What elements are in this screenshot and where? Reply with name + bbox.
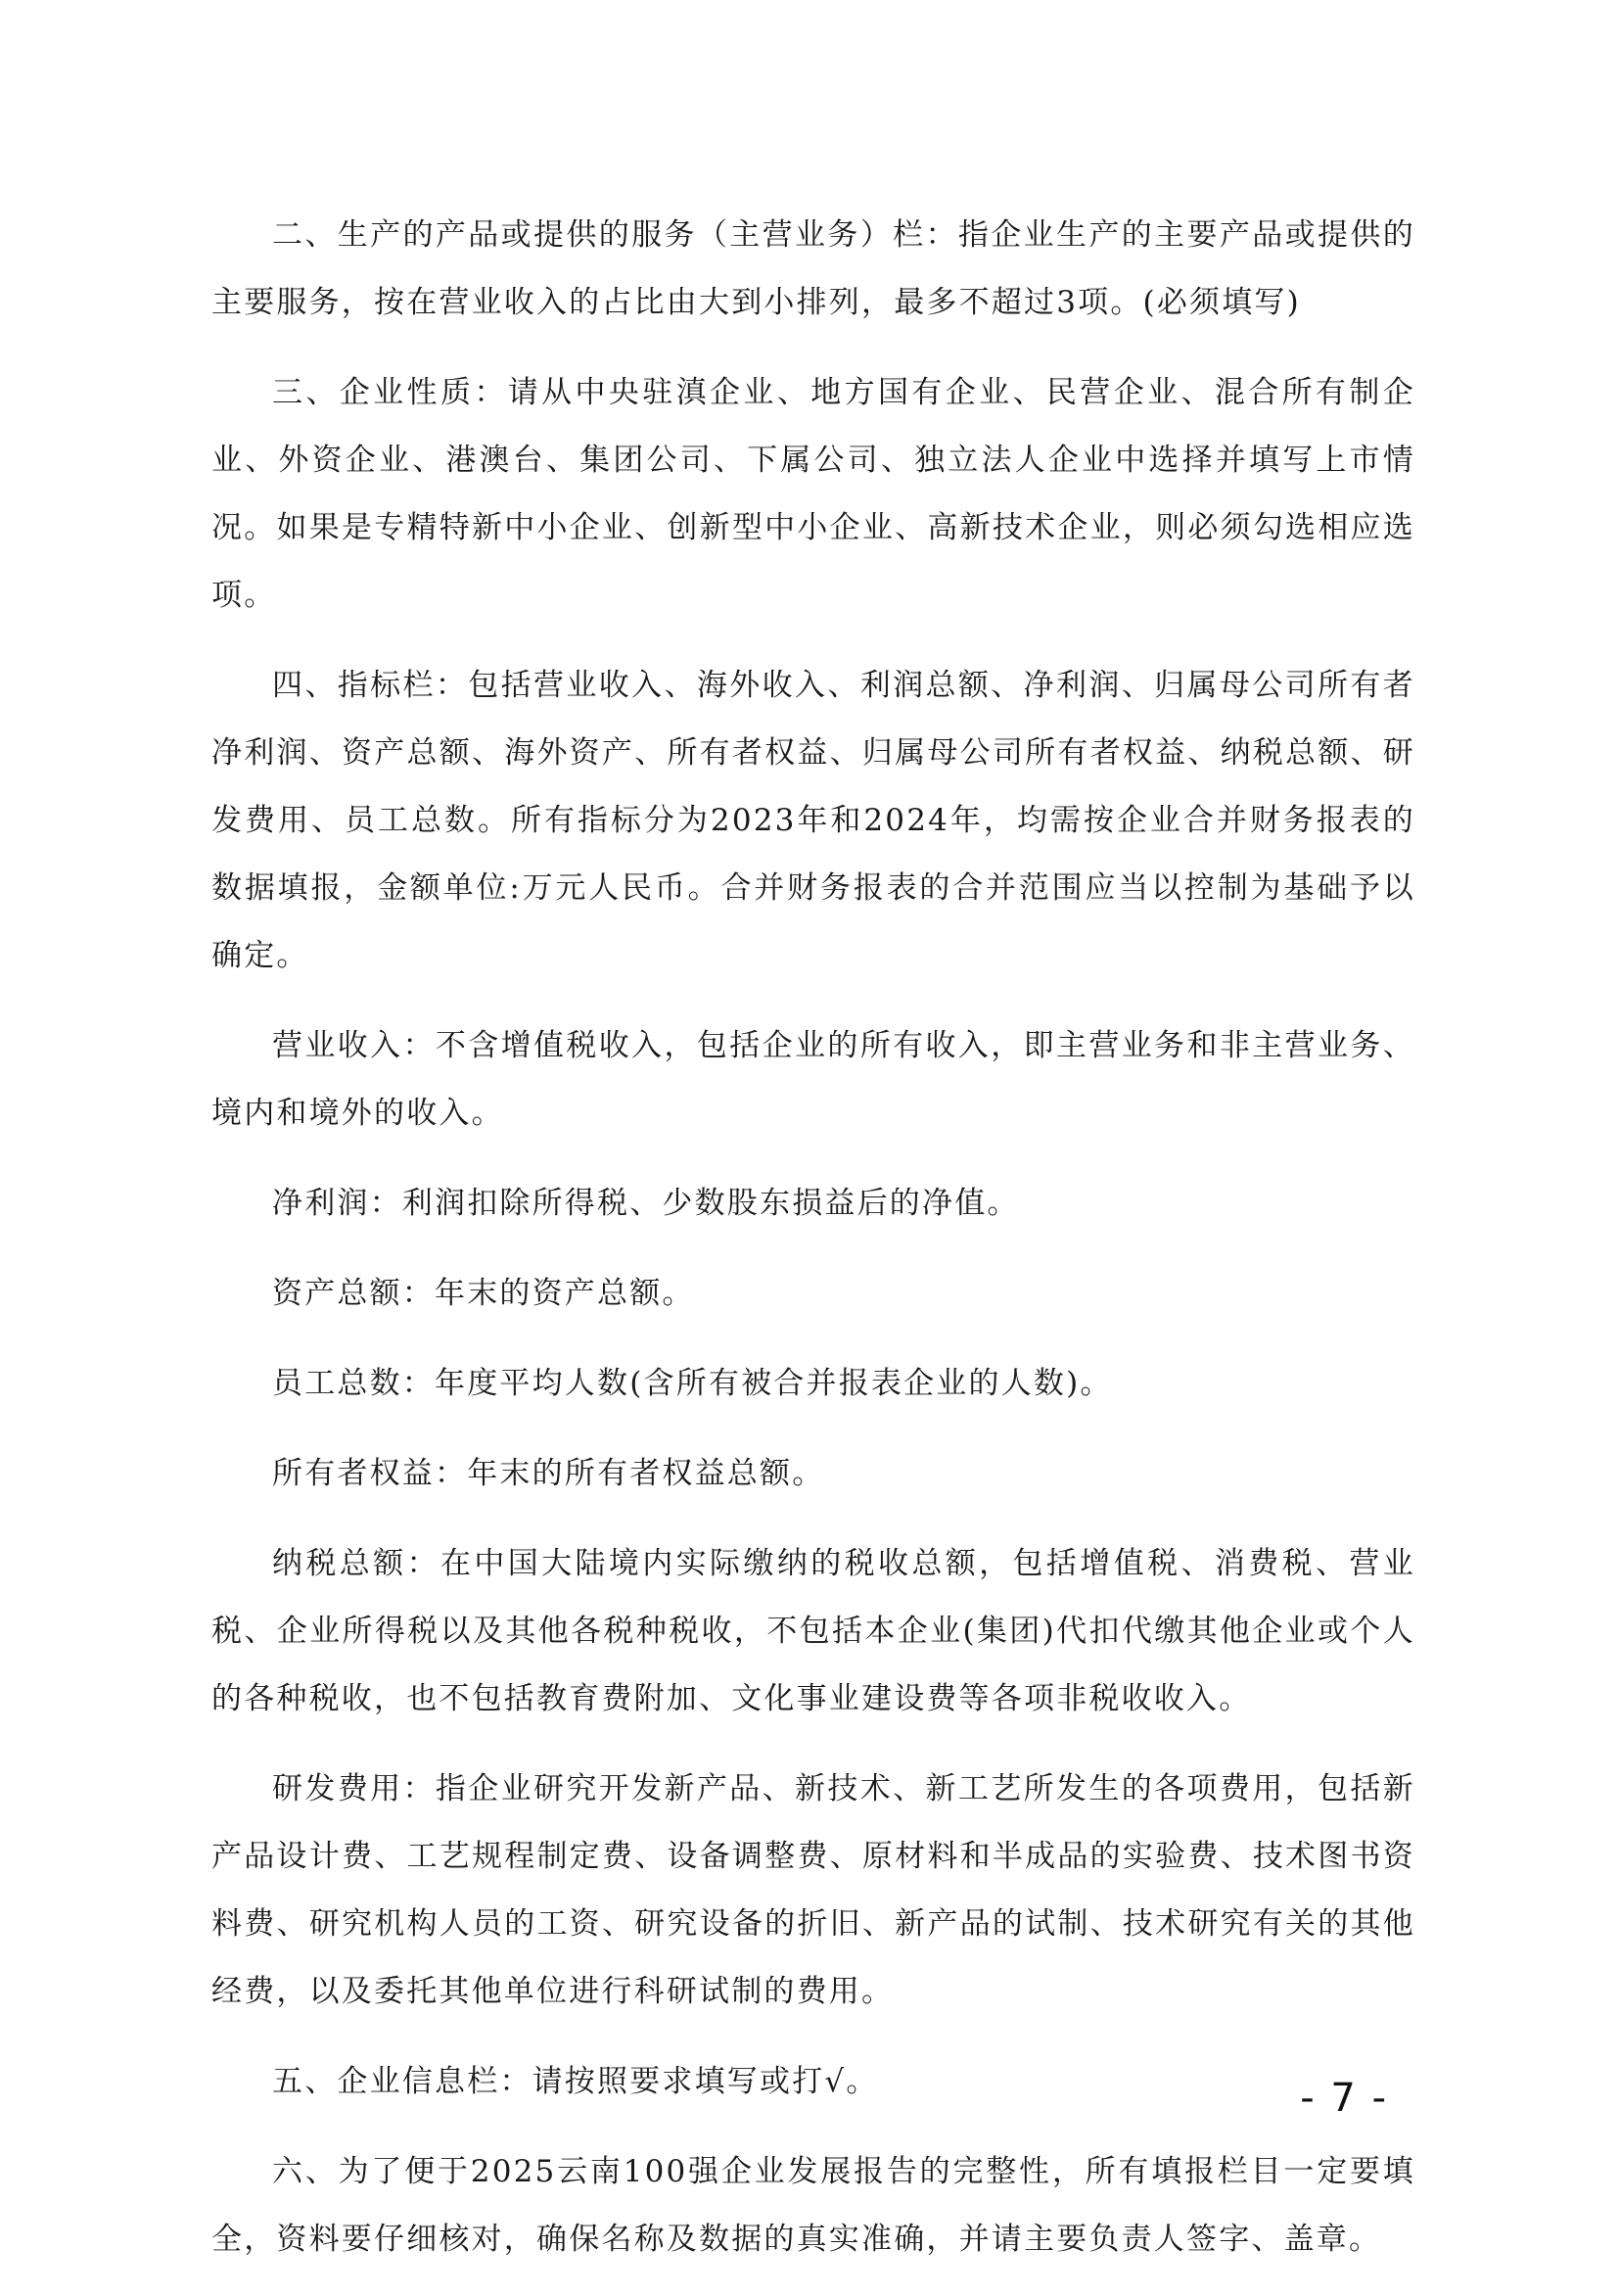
paragraph-operating-revenue: 营业收入：不含增值税收入，包括企业的所有收入，即主营业务和非主营业务、境内和境外的收入。 xyxy=(211,1028,1415,1131)
page-number: - 7 - xyxy=(1300,2076,1388,2121)
paragraph-main-business: 二、生产的产品或提供的服务（主营业务）栏：指企业生产的主要产品或提供的主要服务，按在营业收入的占比由大到小排列，最多不超过3项。(必须填写) xyxy=(211,217,1415,320)
paragraph-total-tax: 纳税总额：在中国大陆境内实际缴纳的税收总额，包括增值税、消费税、营业税、企业所得税以及其他各税种税收，不包括本企业(集团)代扣代缴其他企业或个人的各种税收，也不包括教育费附加、文化事业建设费等各项非税收收入。 xyxy=(211,1546,1415,1716)
document-body xyxy=(211,202,1415,2296)
paragraph-completeness: 六、为了便于2025云南100强企业发展报告的完整性，所有填报栏目一定要填全，资料要仔细核对，确保名称及数据的真实准确，并请主要负责人签字、盖章。 xyxy=(211,2154,1415,2257)
paragraph-net-profit: 净利润：利润扣除所得税、少数股东损益后的净值。 xyxy=(272,1186,1020,1221)
paragraph-total-assets: 资产总额：年末的资产总额。 xyxy=(272,1276,695,1311)
paragraph-owners-equity: 所有者权益：年末的所有者权益总额。 xyxy=(272,1456,825,1491)
paragraph-enterprise-info: 五、企业信息栏：请按照要求填写或打√。 xyxy=(272,2064,879,2099)
paragraph-rd-expense: 研发费用：指企业研究开发新产品、新技术、新工艺所发生的各项费用，包括新产品设计费、工艺规程制定费、设备调整费、原材料和半成品的实验费、技术图书资料费、研究机构人员的工资、研究设备的折旧、新产品的试制、技术研究有关的其他经费，以及委托其他单位进行科研试制的费用。 xyxy=(211,1771,1415,2009)
paragraph-enterprise-nature: 三、企业性质：请从中央驻滇企业、地方国有企业、民营企业、混合所有制企业、外资企业、港澳台、集团公司、下属公司、独立法人企业中选择并填写上市情况。如果是专精特新中小企业、创新型中小企业、高新技术企业，则必须勾选相应选项。 xyxy=(211,375,1415,613)
paragraph-employee-count: 员工总数：年度平均人数(含所有被合并报表企业的人数)。 xyxy=(272,1366,1113,1401)
paragraph-indicators: 四、指标栏：包括营业收入、海外收入、利润总额、净利润、归属母公司所有者净利润、资产总额、海外资产、所有者权益、归属母公司所有者权益、纳税总额、研发费用、员工总数。所有指标分为2023年和2024年，均需按企业合并财务报表的数据填报，金额单位:万元人民币。合并财务报表的合并范围应当以控制为基础予以确定。 xyxy=(211,668,1415,973)
